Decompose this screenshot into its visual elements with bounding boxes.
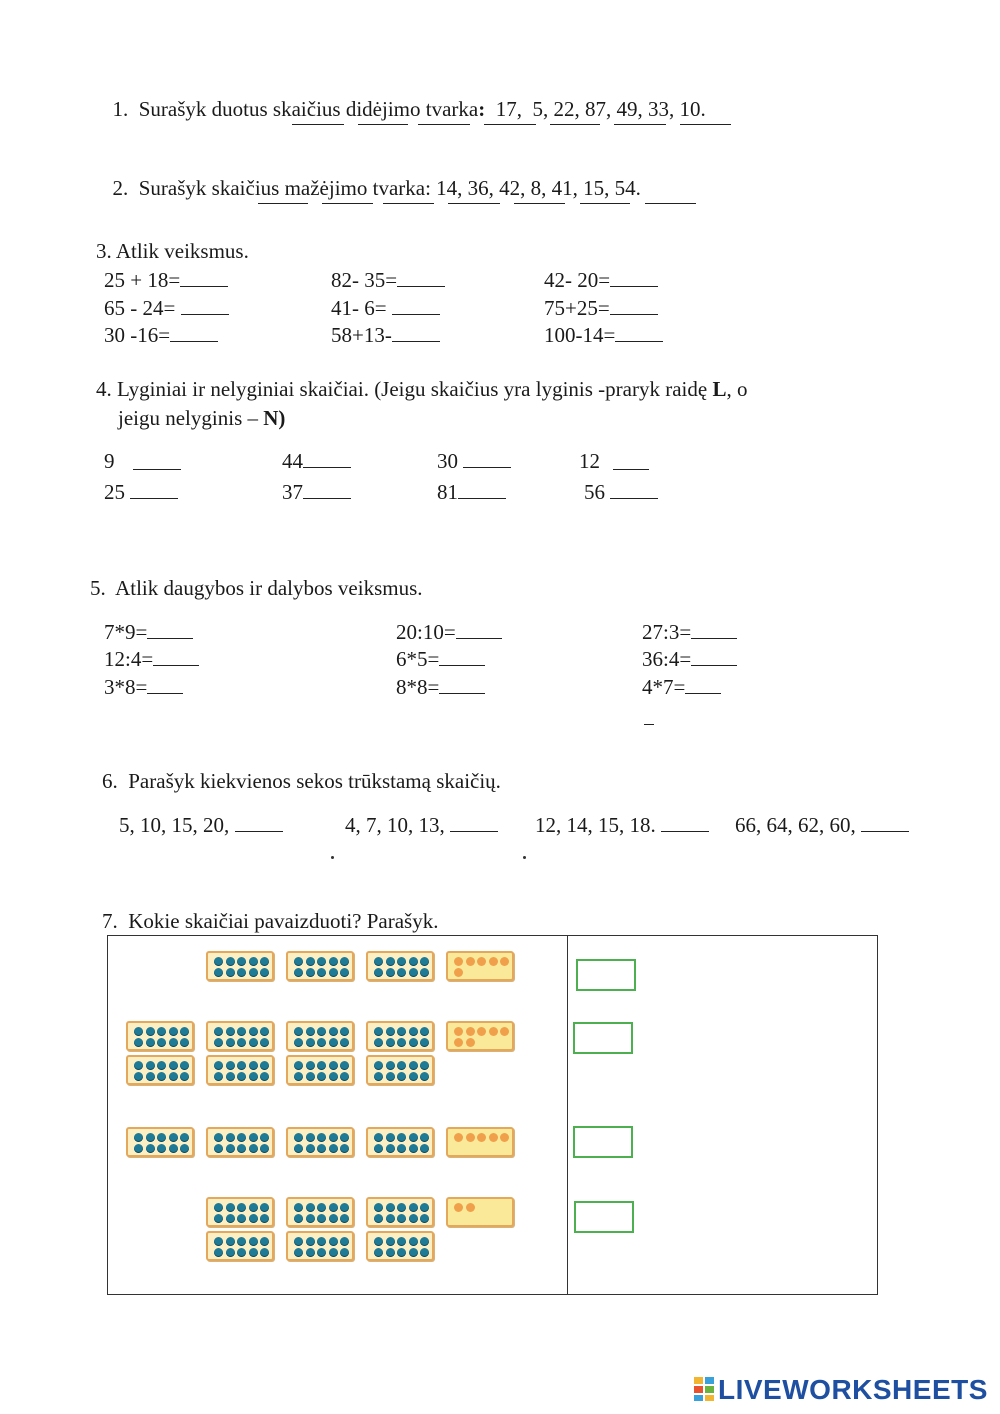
task1-answer-5[interactable] — [550, 124, 600, 125]
task4-item: 44 — [282, 451, 351, 472]
task1-answer-6[interactable] — [614, 124, 666, 125]
stray-dot — [523, 856, 526, 859]
ten-block — [286, 1231, 354, 1261]
ten-block — [206, 1231, 274, 1261]
ten-block — [286, 1197, 354, 1227]
ten-block — [286, 951, 354, 981]
ten-block — [206, 1055, 274, 1085]
task3-exercise: 65 - 24= — [104, 298, 229, 319]
task5-exercise: 6*5= — [396, 649, 485, 670]
task2-answer-6[interactable] — [580, 203, 630, 204]
ten-block — [126, 1021, 194, 1051]
ones-block — [446, 1021, 514, 1051]
task5-exercise: 20:10= — [396, 622, 502, 643]
task3-blank[interactable] — [181, 313, 229, 315]
task6-sequence: 12, 14, 15, 18. — [535, 815, 709, 836]
ten-block — [126, 1127, 194, 1157]
task2-answer-7[interactable] — [645, 203, 696, 204]
ten-block — [206, 1197, 274, 1227]
ten-block — [366, 1127, 434, 1157]
task3-exercise: 42- 20= — [544, 270, 658, 291]
task4-item: 81 — [437, 482, 506, 503]
task5-exercise: 4*7= — [642, 677, 721, 698]
task2-answer-3[interactable] — [383, 203, 434, 204]
liveworksheets-icon — [694, 1377, 714, 1401]
task5-exercise: 36:4= — [642, 649, 737, 670]
task6-blank[interactable] — [235, 830, 283, 832]
task4-heading: 4. Lyginiai ir nelyginiai skaičiai. (Jeigu skaičius yra lyginis -praryk raidę L, o — [96, 377, 748, 401]
task4-blank[interactable] — [463, 466, 511, 468]
task5-blank[interactable] — [685, 692, 721, 694]
task3-exercise: 75+25= — [544, 298, 658, 319]
task7-answer-box-4[interactable] — [574, 1201, 634, 1233]
task5-heading: 5. Atlik daugybos ir dalybos veiksmus. — [90, 576, 423, 600]
task1-answer-3[interactable] — [418, 124, 470, 125]
task3-blank[interactable] — [610, 285, 658, 287]
ten-block — [286, 1127, 354, 1157]
logo-text: LIVEWORKSHEETS — [718, 1374, 988, 1405]
task3-exercise: 30 -16= — [104, 325, 218, 346]
task4-item: 12 — [579, 449, 600, 473]
task6-sequence: 66, 64, 62, 60, — [735, 815, 909, 836]
ten-block — [286, 1055, 354, 1085]
task1-heading: 1. Surašyk duotus skaičius didėjimo tvarka: 17, 5, 22, 87, 49, 33, 10. — [112, 97, 706, 121]
task1-answer-1[interactable] — [292, 124, 344, 125]
task5-blank[interactable] — [456, 637, 502, 639]
ten-block — [366, 1231, 434, 1261]
task4-item: 37 — [282, 482, 351, 503]
task5-exercise: 12:4= — [104, 649, 199, 670]
task5-blank[interactable] — [439, 692, 485, 694]
ten-block — [286, 1021, 354, 1051]
task3-exercise: 100-14= — [544, 325, 663, 346]
task5-stray-mark — [644, 724, 654, 725]
task5-blank[interactable] — [691, 637, 737, 639]
task2-answer-5[interactable] — [514, 203, 565, 204]
task4-blank[interactable] — [130, 497, 178, 499]
task3-blank[interactable] — [610, 313, 658, 315]
task3-exercise: 41- 6= — [331, 298, 440, 319]
ten-block — [366, 1197, 434, 1227]
task4-item: 56 — [584, 482, 658, 503]
ten-block — [366, 1055, 434, 1085]
task5-blank[interactable] — [147, 692, 183, 694]
task3-exercise: 58+13- — [331, 325, 440, 346]
task5-exercise: 3*8= — [104, 677, 183, 698]
task3-blank[interactable] — [615, 340, 663, 342]
task5-exercise: 7*9= — [104, 622, 193, 643]
task3-blank[interactable] — [392, 313, 440, 315]
task5-blank[interactable] — [439, 664, 485, 666]
task6-sequence: 4, 7, 10, 13, — [345, 815, 498, 836]
task1-answer-4[interactable] — [484, 124, 536, 125]
task2-heading: 2. Surašyk skaičius mažėjimo tvarka: 14, 36, 42, 8, 41, 15, 54. — [112, 176, 641, 200]
task2-answer-2[interactable] — [322, 203, 373, 204]
task1-answer-7[interactable] — [680, 124, 731, 125]
task4-blank[interactable] — [303, 497, 351, 499]
ten-block — [206, 951, 274, 981]
task3-exercise: 25 + 18= — [104, 270, 228, 291]
task6-blank[interactable] — [450, 830, 498, 832]
task6-sequence: 5, 10, 15, 20, — [119, 815, 283, 836]
stray-dot — [331, 856, 334, 859]
task7-answer-box-1[interactable] — [576, 959, 636, 991]
task4-item: 30 — [437, 451, 511, 472]
task3-blank[interactable] — [170, 340, 218, 342]
task7-table-divider — [567, 935, 568, 1295]
task3-blank[interactable] — [180, 285, 228, 287]
ten-block — [366, 951, 434, 981]
task7-heading: 7. Kokie skaičiai pavaizduoti? Parašyk. — [102, 909, 439, 933]
task4-item: 9 — [104, 449, 115, 473]
task1-answer-2[interactable] — [358, 124, 408, 125]
task4-blank[interactable] — [610, 497, 658, 499]
ten-block — [366, 1021, 434, 1051]
ten-block — [206, 1127, 274, 1157]
task4-blank[interactable] — [613, 469, 649, 470]
task5-blank[interactable] — [153, 664, 199, 666]
task7-answer-box-2[interactable] — [573, 1022, 633, 1054]
task3-exercise: 82- 35= — [331, 270, 445, 291]
task4-heading-line2: jeigu nelyginis – N) — [118, 406, 286, 430]
ones-block — [446, 951, 514, 981]
task4-item: 25 — [104, 482, 178, 503]
task4-blank[interactable] — [133, 469, 181, 470]
task6-heading: 6. Parašyk kiekvienos sekos trūkstamą skaičių. — [102, 769, 501, 793]
task7-answer-box-3[interactable] — [573, 1126, 633, 1158]
task2-answer-4[interactable] — [448, 203, 500, 204]
ten-block — [206, 1021, 274, 1051]
task5-blank[interactable] — [691, 664, 737, 666]
task3-blank[interactable] — [397, 285, 445, 287]
task3-title: 3. Atlik veiksmus. — [96, 239, 249, 263]
task2-answer-1[interactable] — [258, 203, 308, 204]
ones-block — [446, 1197, 514, 1227]
ones-block — [446, 1127, 514, 1157]
task6-blank[interactable] — [661, 830, 709, 832]
task3-blank[interactable] — [392, 340, 440, 342]
task6-blank[interactable] — [861, 830, 909, 832]
task5-exercise: 8*8= — [396, 677, 485, 698]
task4-blank[interactable] — [458, 497, 506, 499]
task5-exercise: 27:3= — [642, 622, 737, 643]
task5-blank[interactable] — [147, 637, 193, 639]
ten-block — [126, 1055, 194, 1085]
task4-blank[interactable] — [303, 466, 351, 468]
